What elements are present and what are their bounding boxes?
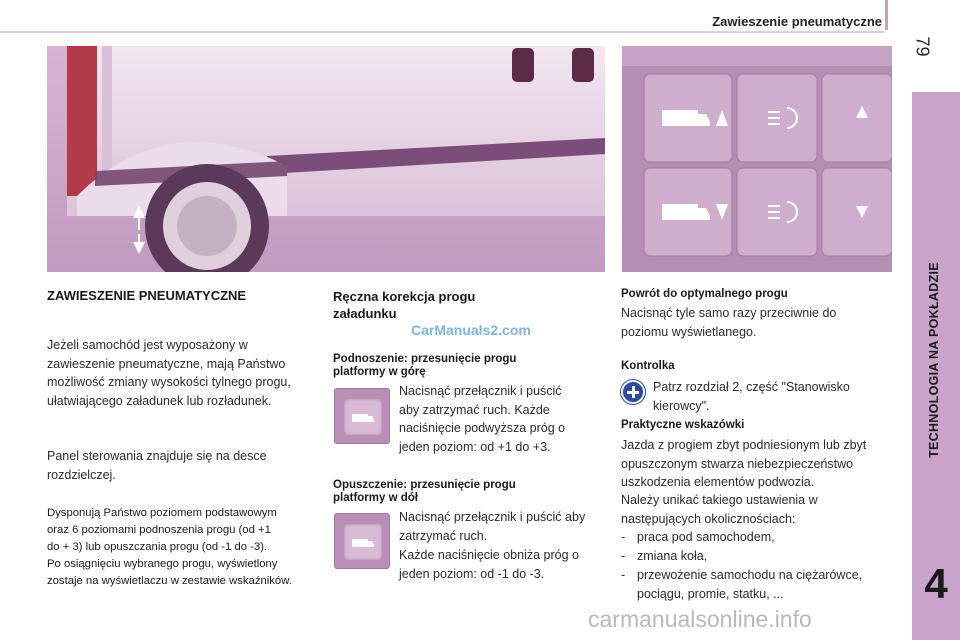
lower-instructions-1: Nacisnąć przełącznik i puścić aby zatrzymać ruch. xyxy=(399,510,586,543)
header-accent-bar xyxy=(885,0,888,30)
site-watermark: CarManuals2.com xyxy=(411,322,531,338)
footer-watermark: carmanualsonline.info xyxy=(588,606,812,632)
lower-switch-thumbnail xyxy=(334,513,390,569)
raise-heading: Podnoszenie: przesunięcie progu platformy w górę xyxy=(333,353,517,378)
tips-heading: Praktyczne wskazówki xyxy=(621,419,745,431)
page-number: 79 xyxy=(912,36,933,57)
running-header: Zawieszenie pneumatyczne xyxy=(712,14,882,29)
manual-correction-heading: Ręczna korekcja progu załadunku xyxy=(333,289,476,321)
indicator-text: Patrz rozdział 2, część "Stanowisko kierowcy". xyxy=(653,380,850,413)
chapter-side-label: TECHNOLOGIA NA POKŁADZIE xyxy=(927,262,942,458)
header-rule xyxy=(0,0,960,40)
tips-paragraph-2: Należy unikać takiego ustawienia w następujących okolicznościach: xyxy=(621,493,818,526)
intro-paragraph: Jeżeli samochód jest wyposażony w zawieszenie pneumatyczne, mają Państwo możliwość zmiany wysokości tylnego progu, ułatwiającego załadunek lub rozładunek. xyxy=(47,338,291,408)
raise-instructions: Nacisnąć przełącznik i puścić aby zatrzymać ruch. Każde naciśnięcie podwyższa próg o jeden poziom: od +1 do +3. xyxy=(399,384,566,454)
raise-switch-thumbnail xyxy=(334,388,390,444)
van-lower-icon xyxy=(344,524,382,560)
indicator-heading: Kontrolka xyxy=(621,360,675,372)
panel-location-paragraph: Panel sterowania znajduje się na desce rozdzielczej. xyxy=(47,449,267,482)
return-heading: Powrót do optymalnego progu xyxy=(621,288,788,300)
lower-instructions-2: Każde naciśnięcie obniża próg o jeden poziom: od -1 do -3. xyxy=(399,548,579,581)
van-raise-icon xyxy=(344,399,382,435)
levels-paragraph: Dysponują Państwo poziomem podstawowym oraz 6 poziomami podnoszenia progu (od +1 do + 3) lub opuszczania progu (od -1 do -3). Po osiągnięciu wybranego progu, wyświetlony zostaje na wyświetlaczu w zestawie wskaźników. xyxy=(47,507,292,587)
lower-heading: Opuszczenie: przesunięcie progu platformy w dół xyxy=(333,479,516,504)
return-text: Nacisnąć tyle samo razy przeciwnie do poziomu wyświetlanego. xyxy=(621,306,837,339)
van-rear-photo xyxy=(47,46,605,272)
control-panel-photo xyxy=(622,46,892,272)
info-plus-icon xyxy=(621,380,645,404)
tips-paragraph-1: Jazda z progiem zbyt podniesionym lub zbyt opuszczonym stwarza niebezpieczeństwo uszkodzenia elementów podwozia. xyxy=(621,438,867,489)
section-heading: ZAWIESZENIE PNEUMATYCZNE xyxy=(47,288,247,303)
chapter-number: 4 xyxy=(924,560,948,607)
